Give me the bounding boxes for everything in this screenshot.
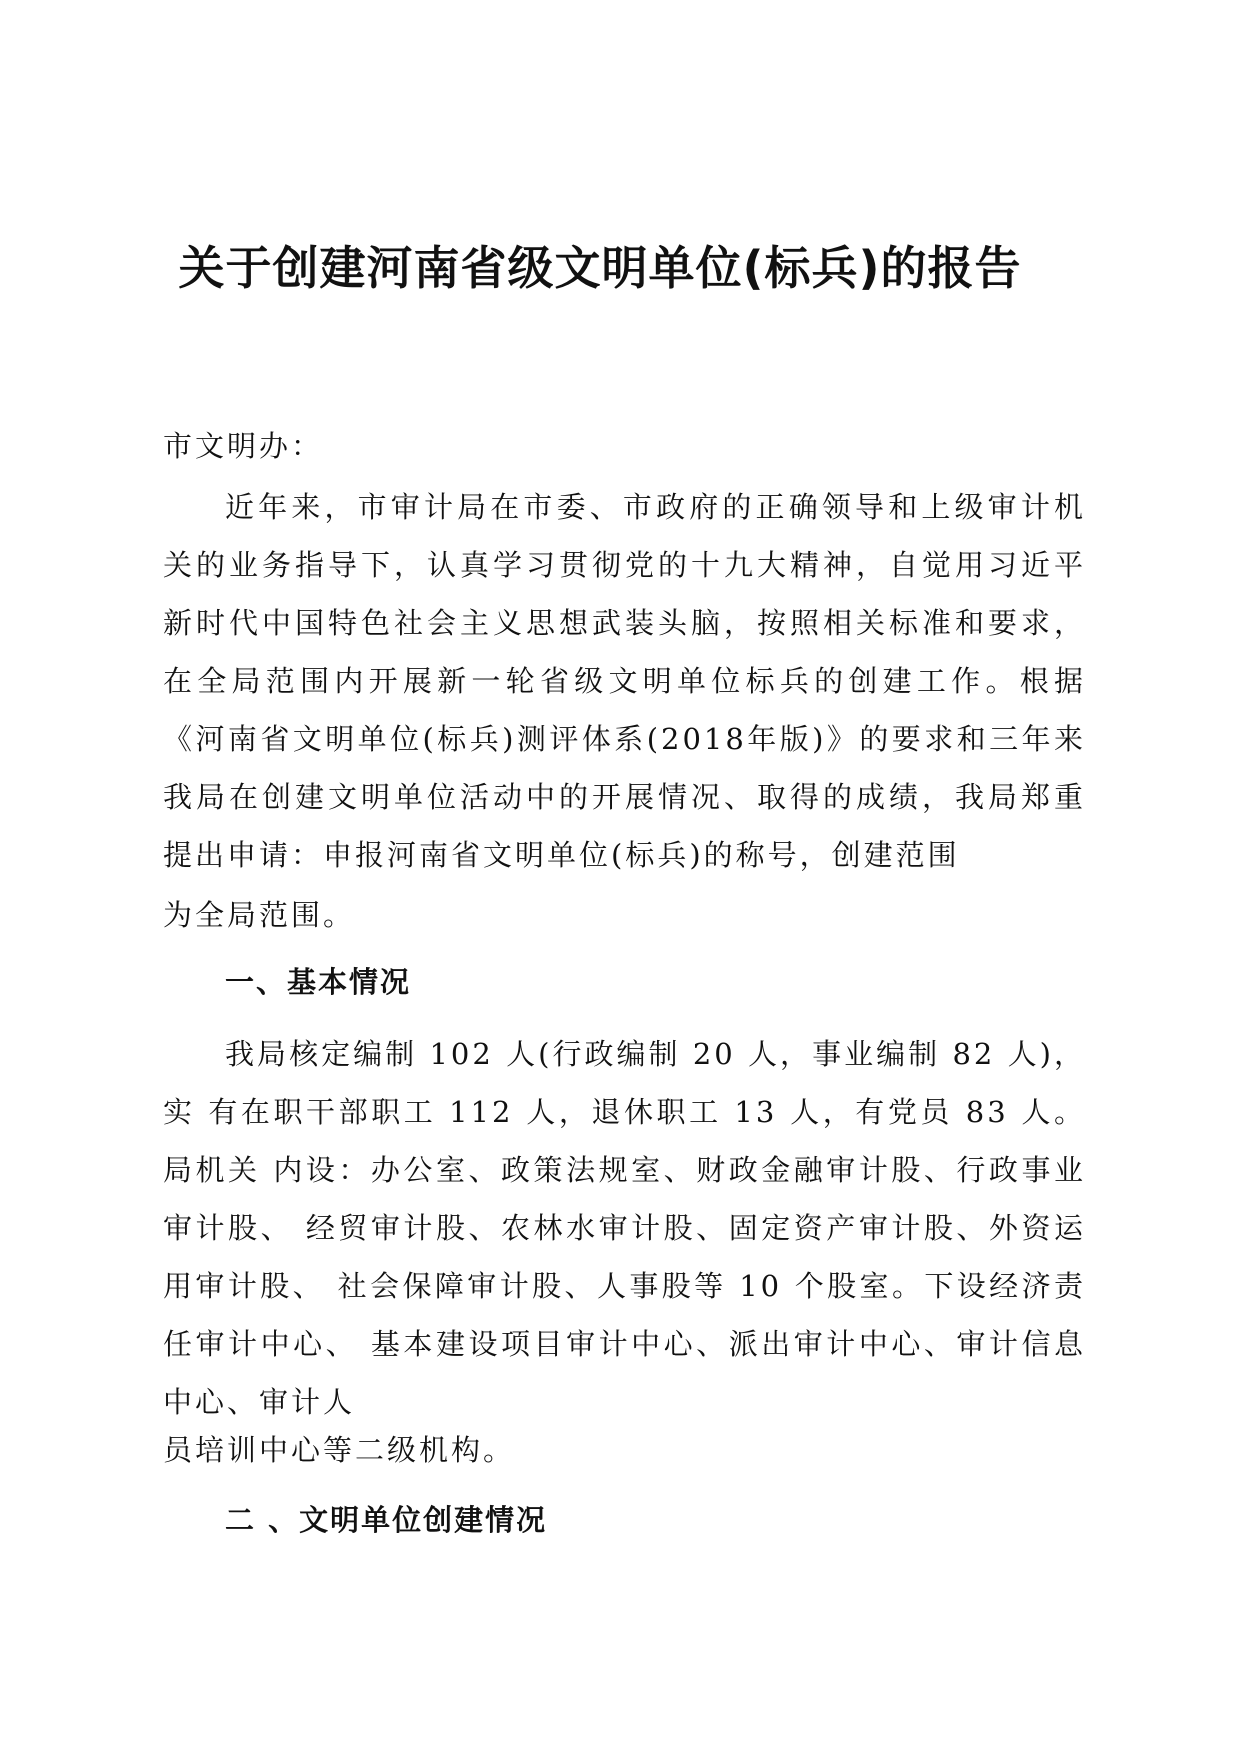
section-heading-civilization-unit: 二 、文明单位创建情况 [225, 1503, 548, 1537]
intro-paragraph: 近年来，市审计局在市委、市政府的正确领导和上级审计机关的业务指导下，认真学习贯彻党的十九大精神，自觉用习近平新时代中国特色社会主义思想武装头脑，按照相关标准和要求，在全局范围内开展新一轮省级文明单位标兵的创建工作。根据《河南省文明单位(标兵)测评体系(2018年版)》的要求和三年来我局在创建文明单位活动中的开展情况、取得的成绩，我局郑重提出申请：申报河南省文明单位(标兵)的称号，创建范围 [163, 490, 1086, 872]
section-heading-basic-info: 一、基本情况 [225, 965, 412, 999]
basic-info-paragraph-tail: 员培训中心等二级机构。 [163, 1433, 516, 1467]
document-title: 关于创建河南省级文明单位(标兵)的报告 [178, 241, 1022, 295]
intro-paragraph-tail: 为全局范围。 [163, 898, 356, 932]
basic-info-paragraph: 我局核定编制 102 人(行政编制 20 人，事业编制 82 人)，实 有在职干部职工 112 人，退休职工 13 人，有党员 83 人。局机关 内设：办公室、政策法规室、财政金融审计股、行政事业审计股、 经贸审计股、农林水审计股、固定资产审计股、外资运用审计股、 社会保障审计股、人事股等 10 个股室。下设经济责任审计中心、 基本建设项目审计中心、派出审计中心、审计信息中心、审计人 [163, 1037, 1086, 1419]
addressee: 市文明办： [163, 429, 324, 463]
